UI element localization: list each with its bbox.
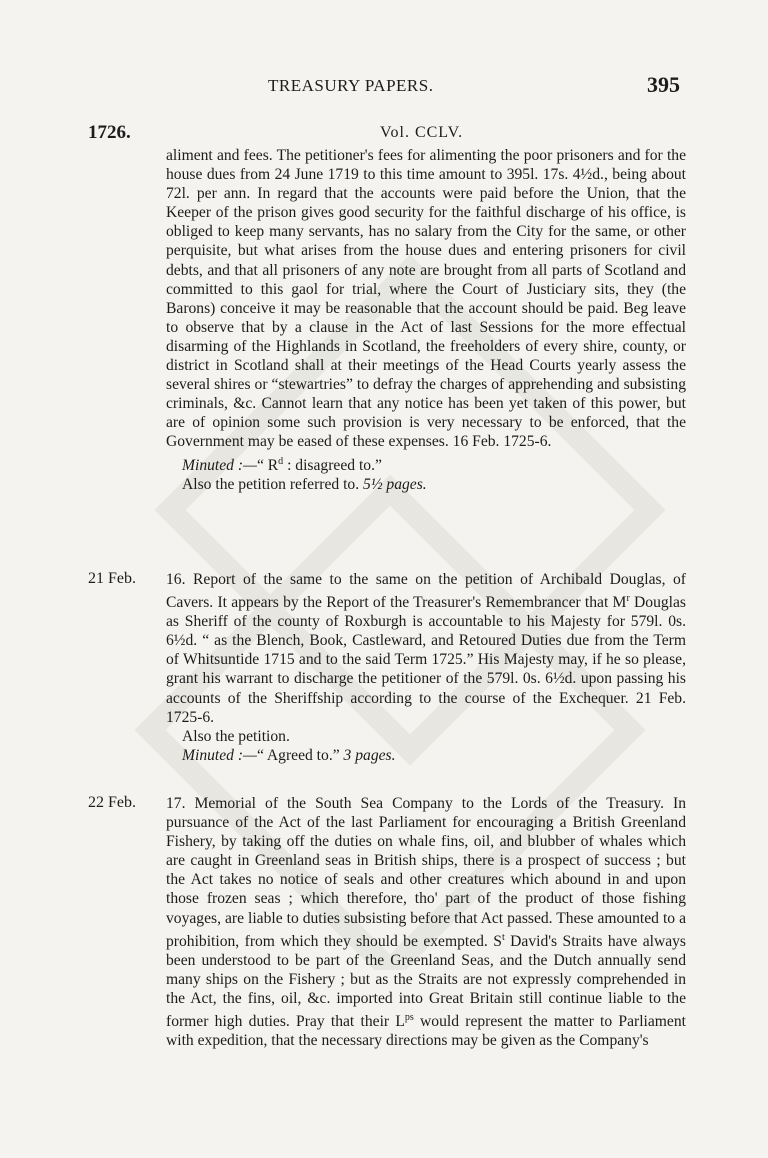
entry-17-text-rest: would represent the matter to Parliament with expedition, that the necessary directions may be given as the Company's [166,1013,686,1050]
entry-17 [166,794,686,1050]
minuted-superscript: d [278,455,284,467]
entry-16-superscript: r [626,593,630,605]
entry-16-minute [166,746,686,765]
entry-17-text [166,794,686,1050]
running-title: TREASURY PAPERS. [268,76,434,95]
entry-15-minute [166,452,686,475]
entry-15-enclosure [166,475,686,494]
entry-17-text-start: 17. Memorial of the South Sea Company to the Lords of the Treasury. In pursuance of the Act of the last Parliament for encouraging a British Greenland Fishery, by taking off the duties on whale fins, oil, and blubber of whales which are caught in Greenland seas in British ships, there is a prospect of success ; but the Act takes no notice of seals and other creatures which abound in and upon those frozen seas ; which therefore, tho' part of the product of those fishing voyages, are liable to duties subsisting before that Act passed. These amounted to a prohibition, from which they should be exempted. S [166,795,686,950]
page-count: 3 pages. [343,746,396,764]
entry-16-text [166,570,686,727]
entry-16-text-rest: Douglas as Sheriff of the county of Roxburgh is accountable to his Majesty for 579l. 0s. 6½d. “ as the Blench, Book, Castleward, and Retoured Duties due from the Term of Whitsuntide 1715 and to the said Term 1725.” His Majesty may, if he so please, grant his warrant to discharge the petitioner of the 579l. 0s. 6½d. upon passing his accounts of the Sheriffship according to the course of the Exchequer. 21 Feb. 1725-6. [166,594,686,726]
page-count: 5½ pages. [363,475,427,493]
entry-15 [166,146,686,494]
entry-17-text-mid: David's Straits have always been understood to be part of the Greenland Seas, and the Dutch annually send many ships on the Fishery ; but as the Straits are not expressly comprehended in the Act, the fins, oil, &c. imported into Great Britain still continue liable to the former high duties. Pray that their L [166,932,686,1031]
entry-17-superscript-2: ps [404,1012,414,1024]
minuted-label: Minuted :— [182,456,257,474]
entry-16-enclosure: Also the petition. [182,727,290,745]
minuted-label: Minuted :— [182,746,257,764]
minuted-text: “ Agreed to.” [256,746,340,764]
volume-heading: Vol. CCLV. [380,124,464,141]
minuted-rest: : disagreed to.” [283,456,382,474]
entry-17-superscript: t [501,931,505,943]
page-number: 395 [647,72,680,97]
year-margin-note: 1726. [88,122,131,143]
entry-15-text: aliment and fees. The petitioner's fees for alimenting the poor prisoners and for the house dues from 24 June 1719 to this time amount to 395l. 17s. 4½d., being about 72l. per ann. In regard that the accounts were paid before the Union, that the Keeper of the prison gives good security for the faithful discharge of his office, is obliged to keep many servants, has no salary from the City for the same, or other perquisite, but what arises from the house dues and entering prisoners for civil debts, and that all prisoners of any note are brought from all parts of Scotland and committed to this gaol for trial, where the Court of Justiciary sits, they (the Barons) conceive it may be reasonable that the account should be paid. Beg leave to observe that by a clause in the Act of last Sessions for the more effectual disarming of the Highlands in Scotland, the freeholders of every shire, county, or district in Scotland shall at their meetings of the Head Courts yearly assess the several shires or “stewartries” to defray the charges of apprehending and subsisting criminals, &c. Cannot learn that any notice has been yet taken of this power, but are of opinion some such provision is very necessary to be enforced, that the Government may be eased of these expenses. 16 Feb. 1725-6. [166,147,686,451]
entry-16-date: 21 Feb. [88,570,136,587]
entry-16 [166,570,686,765]
enclosure-text: Also the petition referred to. [182,475,360,493]
entry-16-text-start: 16. Report of the same to the same on the petition of Archibald Douglas, of Cavers. It appears by the Report of the Treasurer's Remembrancer that M [166,571,686,612]
minuted-text: “ R [256,456,279,474]
entry-17-date: 22 Feb. [88,794,136,811]
